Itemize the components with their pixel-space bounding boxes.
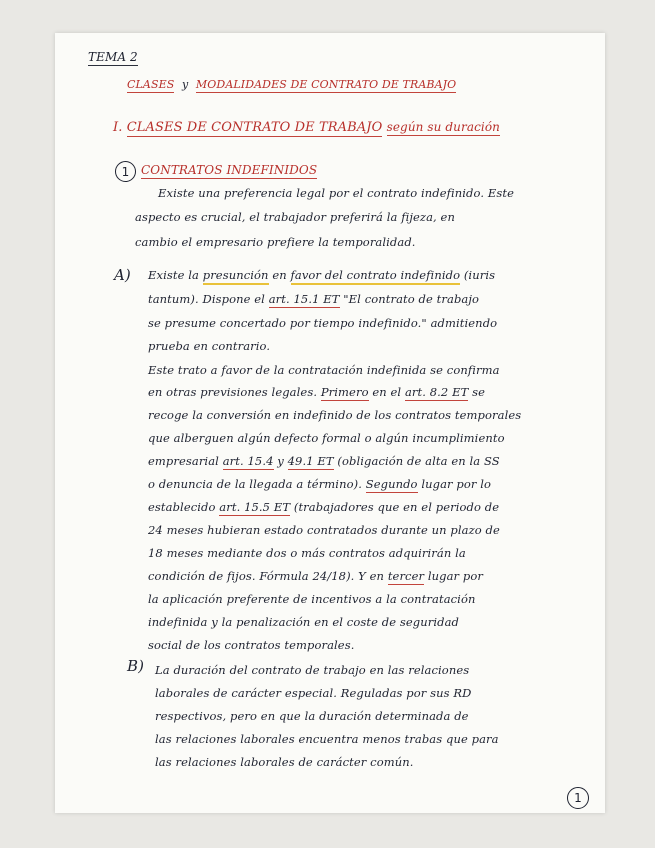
part-a-line [148,385,485,399]
text-run: (iuris [460,268,496,282]
highlight-favor: favor del contrato indefinido [291,268,461,285]
part-a-line [148,454,500,468]
text-run: lugar por lo [417,477,492,491]
text-run: se [468,385,486,399]
section-suffix: según su duración [386,120,501,134]
part-b-line: las relaciones laborales de carácter común. [155,755,414,769]
text-run: Existe la [148,268,203,282]
part-a-line: la aplicación preferente de incentivos a la contratación [148,592,476,606]
keyword-primero: Primero [320,385,369,399]
section-number: I. [113,120,123,135]
reference-art-15-5: art. 15.5 ET [219,500,291,514]
reference-art-15-1: art. 15.1 ET [268,292,340,306]
part-a-line: se presume concertado por tiempo indefinido." admitiendo [148,316,498,330]
section-title: CLASES DE CONTRATO DE TRABAJO [126,120,383,135]
subsection-title [141,163,317,177]
text-run: empresarial [148,454,223,468]
part-b-line: las relaciones laborales encuentra menos trabas que para [155,732,499,746]
part-b-marker: B) [127,657,145,675]
reference-art-49-1: 49.1 ET [287,454,334,468]
text-run: recoge la conversión en indefinido de los contratos temporales [148,408,522,422]
notebook-page [55,33,605,813]
text-run: en el [368,385,405,399]
part-a-line [148,500,499,514]
part-b-line: respectivos, pero en que la duración determinada de [155,709,469,723]
part-b-line: laborales de carácter especial. Reguladas por sus RD [155,686,472,700]
subsection-number-circle [115,161,136,182]
part-b-line: La duración del contrato de trabajo en las relaciones [155,663,470,677]
part-a-line: que alberguen algún defecto formal o algún incumplimiento [148,431,505,445]
part-a-line [148,477,491,491]
part-a-line: social de los contratos temporales. [148,638,355,652]
text-run: o denuncia de la llegada a término). [148,477,366,491]
title-modalidades: MODALIDADES DE CONTRATO DE TRABAJO [195,78,457,91]
title-connector: y [181,78,189,91]
part-a-line [148,268,495,282]
text-run: (obligación de alta en la SS [333,454,500,468]
part-a-line: indefinida y la penalización en el coste de seguridad [148,615,459,629]
topic-label-text: TEMA 2 [88,50,138,64]
main-title [127,78,456,91]
part-a-marker: A) [114,266,131,284]
part-a-line [148,569,483,583]
keyword-tercer: tercer [387,569,425,583]
part-a-line: prueba en contrario. [148,339,271,353]
text-run: (trabajadores que en el periodo de [290,500,500,514]
title-clases: CLASES [127,78,175,91]
keyword-segundo: Segundo [365,477,418,491]
text-run: establecido [148,500,220,514]
section-heading [113,120,500,135]
reference-art-8-2: art. 8.2 ET [404,385,469,399]
page-number-circle [567,787,589,809]
text-run: condición de fijos. Fórmula 24/18). Y en [148,569,388,583]
topic-label [88,50,138,64]
text-run: en otras previsiones legales. [148,385,321,399]
intro-line: Existe una preferencia legal por el contrato indefinido. Este [158,186,514,200]
page-number: 1 [574,791,582,805]
part-a-line: Este trato a favor de la contratación indefinida se confirma [148,363,500,377]
highlight-presuncion: presunción [203,268,269,285]
subsection-number: 1 [121,164,130,179]
text-run: y [273,454,288,468]
part-a-line [148,292,479,306]
reference-art-15-4: art. 15.4 [222,454,274,468]
part-a-line: 24 meses hubieran estado contratados durante un plazo de [148,523,500,537]
intro-line: aspecto es crucial, el trabajador preferirá la fijeza, en [135,210,455,224]
subsection-title-text: CONTRATOS INDEFINIDOS [141,163,318,177]
intro-line: cambio el empresario prefiere la temporalidad. [135,235,416,249]
text-run: lugar por [424,569,483,583]
text-run: en [268,268,291,282]
part-a-line: 18 meses mediante dos o más contratos adquirirán la [148,546,466,560]
part-a-line [148,408,521,422]
text-run: tantum). Dispone el [148,292,269,306]
text-run: "El contrato de trabajo [339,292,480,306]
